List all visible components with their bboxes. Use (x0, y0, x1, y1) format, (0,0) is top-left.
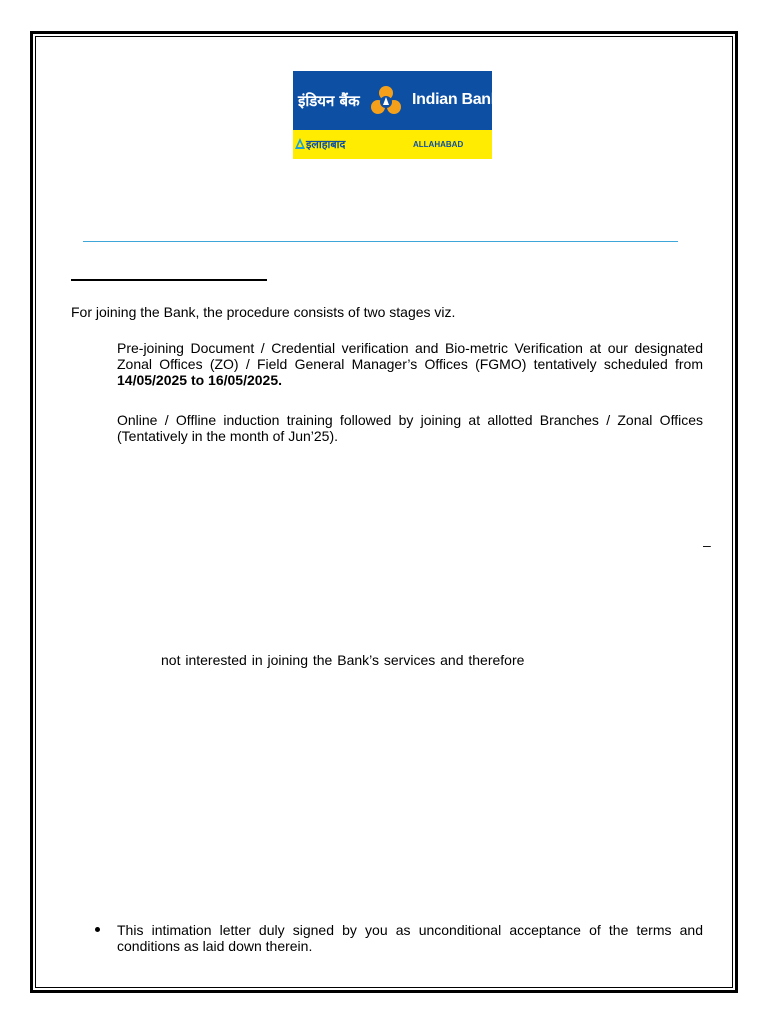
indian-bank-logo (293, 71, 500, 159)
stage-two-paragraph: Online / Offline induction training followed by joining at allotted Branches / Zonal Offices (Tentatively in the month of Jun’25). (117, 412, 703, 444)
indian-bank-emblem-icon (369, 84, 403, 118)
intro-paragraph: For joining the Bank, the procedure consists of two stages viz. (71, 304, 456, 320)
bullet-item: This intimation letter duly signed by you as unconditional acceptance of the terms and conditions as laid down therein. (117, 922, 703, 954)
section-underline (71, 279, 267, 281)
stage-one-text: Pre-joining Document / Credential verification and Bio-metric Verification at our designated Zonal Offices (ZO) / Field General Manager’s Offices (FGMO) tentatively scheduled from (117, 340, 703, 372)
stray-dash: – (703, 537, 711, 553)
stage-one-dates: 14/05/2025 to 16/05/2025. (117, 372, 283, 388)
logo-sub-hindi: इलाहाबाद (306, 138, 346, 151)
header-divider (83, 241, 678, 242)
logo-hindi-name: इंडियन बैंक (298, 92, 360, 110)
logo-english-name: Indian Bank (412, 91, 500, 108)
stage-one-paragraph (117, 340, 703, 388)
logo-sub-english: ALLAHABAD (413, 140, 464, 149)
page-border-inner (35, 36, 733, 988)
allahabad-triangle-icon (295, 138, 305, 149)
bullet-dot-icon (95, 927, 100, 932)
not-interested-text: not interested in joining the Bank’s services and therefore (161, 652, 525, 668)
